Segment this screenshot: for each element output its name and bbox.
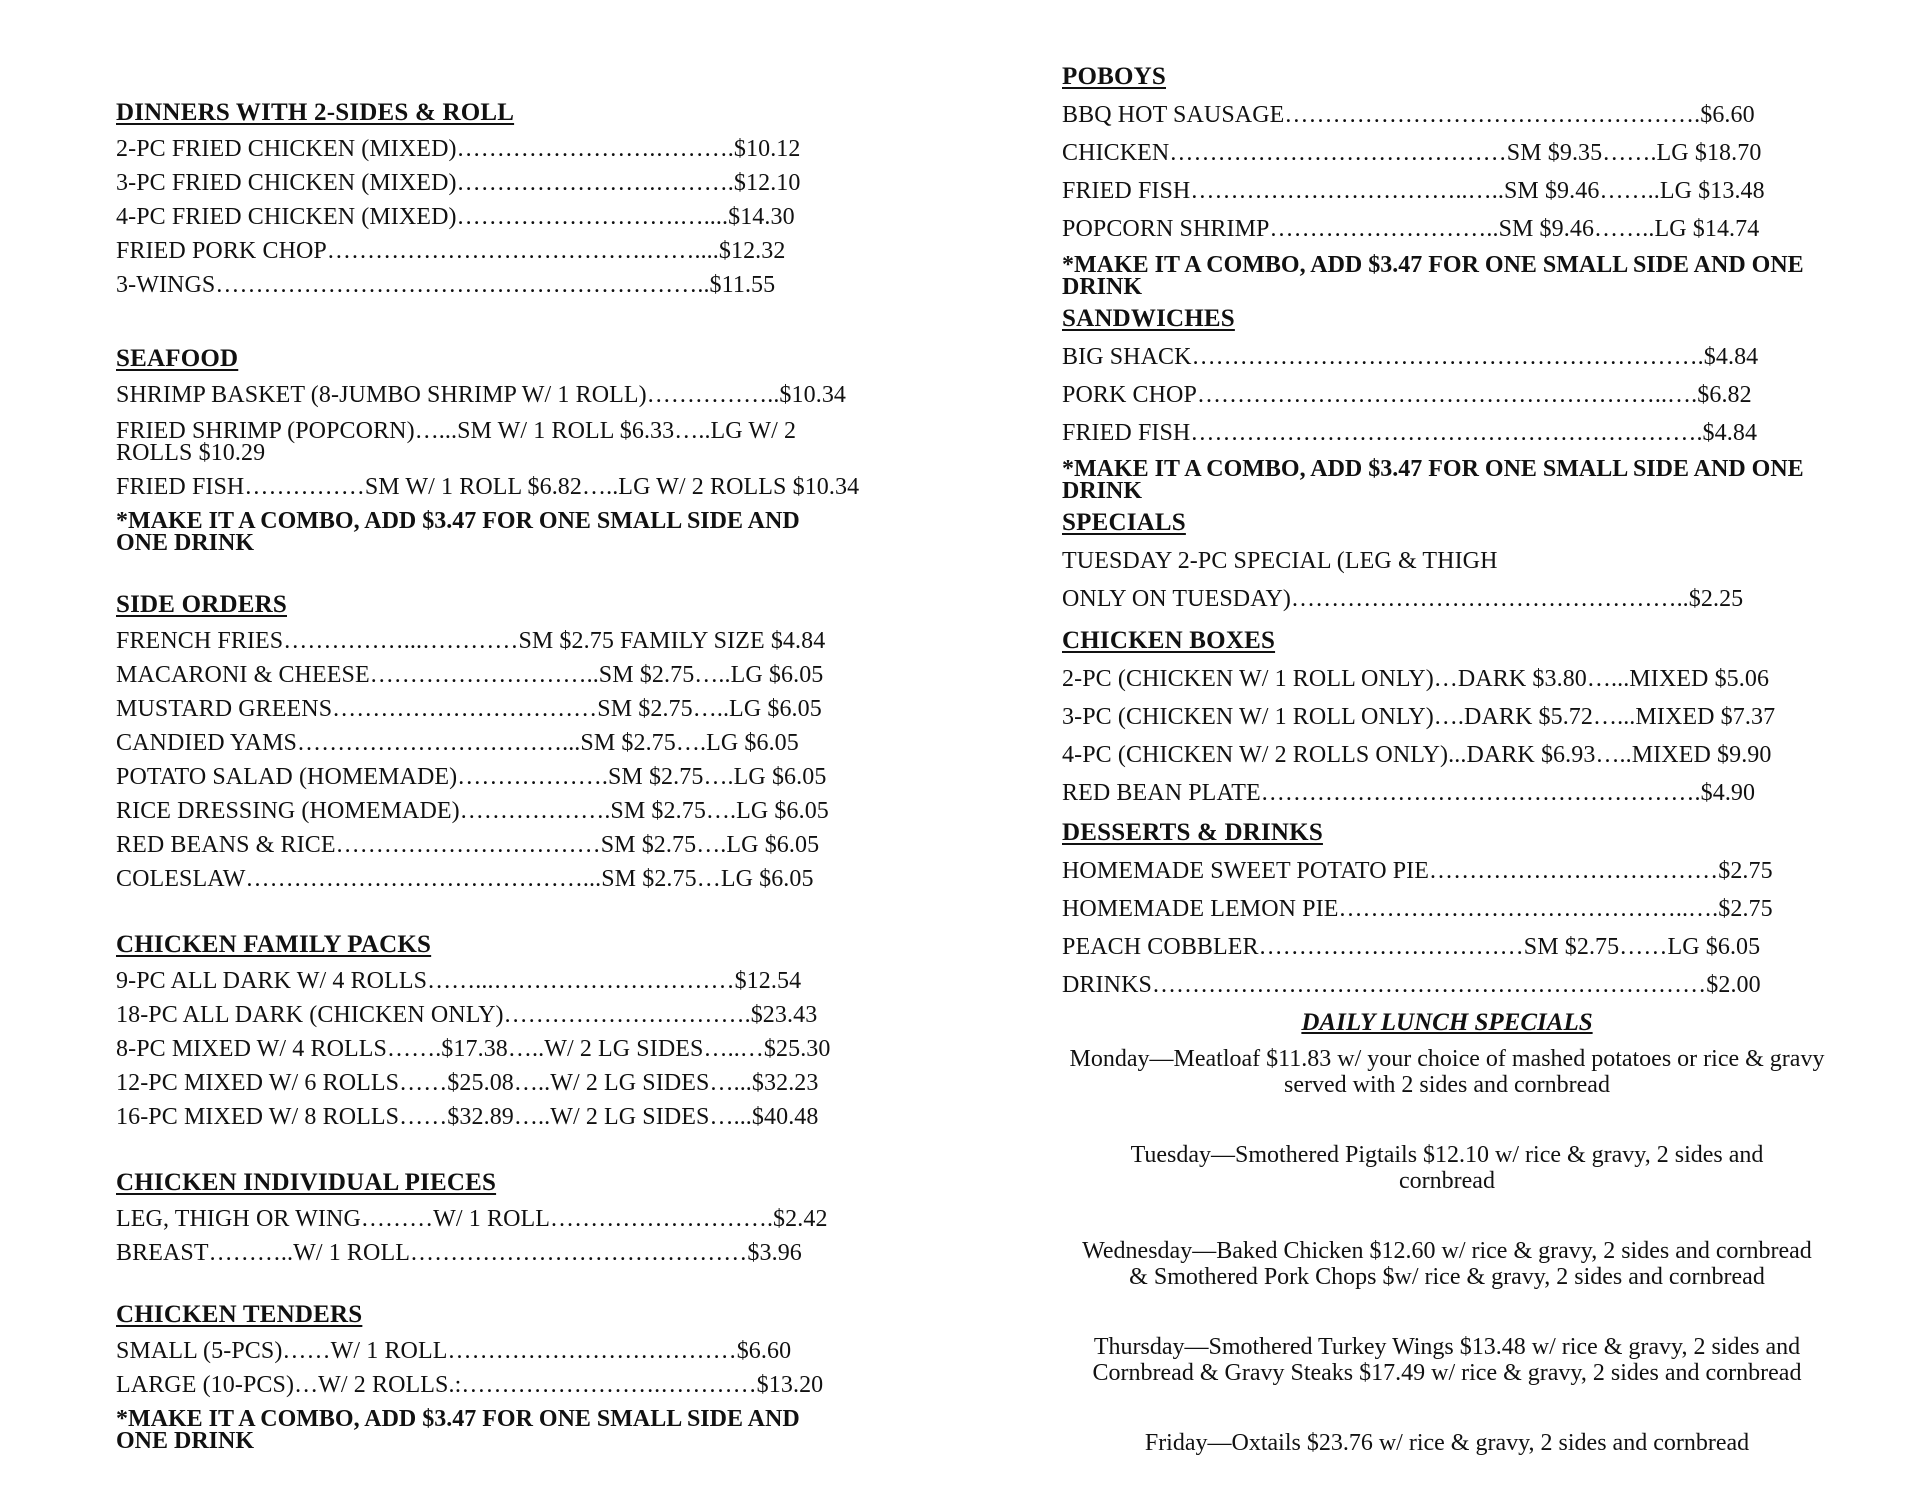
section-title: POBOYS	[1062, 63, 1166, 90]
menu-item: MACARONI & CHEESE………………………..SM $2.75…..LG $6.05	[116, 662, 824, 688]
menu-item: 12-PC MIXED W/ 6 ROLLS……$25.08…..W/ 2 LG SIDES…...$32.23	[116, 1070, 819, 1096]
section-title: SANDWICHES	[1062, 305, 1235, 332]
menu-item: DRINKS……………………………………………………………$2.00	[1062, 972, 1761, 998]
menu-item: ONLY ON TUESDAY)…………………………………………..$2.25	[1062, 586, 1744, 612]
daily-special-tuesday: Tuesday—Smothered Pigtails $12.10 w/ rice & gravy, 2 sides and cornbread	[1130, 1142, 1764, 1194]
daily-specials-title: DAILY LUNCH SPECIALS	[1301, 1009, 1593, 1036]
menu-item: COLESLAW……………………………………...SM $2.75…LG $6.05	[116, 866, 814, 892]
section-daily-lunch-specials	[1062, 1008, 1832, 1456]
menu-item: FRIED PORK CHOP………………………………….……....$12.32	[116, 238, 786, 264]
right-column	[1062, 0, 1832, 1500]
section-title: DINNERS WITH 2-SIDES & ROLL	[116, 99, 515, 126]
section-dinners	[116, 98, 866, 302]
left-column	[116, 0, 866, 1458]
menu-item: FRENCH FRIES……………...…………SM $2.75 FAMILY SIZE $4.84	[116, 628, 826, 654]
menu-item: RED BEAN PLATE……………………………………………….$4.90	[1062, 780, 1756, 806]
menu-item: 9-PC ALL DARK W/ 4 ROLLS……...…………………………$12.54	[116, 968, 802, 994]
menu-item: TUESDAY 2-PC SPECIAL (LEG & THIGH	[1062, 548, 1498, 574]
menu-item: RED BEANS & RICE……………………………SM $2.75….LG $6.05	[116, 832, 820, 858]
menu-item: SHRIMP BASKET (8-JUMBO SHRIMP W/ 1 ROLL)……………..$10.34	[116, 382, 847, 408]
menu-item: FRIED FISH……………………………..…..SM $9.46……..LG $13.48	[1062, 178, 1765, 204]
section-title: CHICKEN TENDERS	[116, 1301, 363, 1328]
section-poboys	[1062, 62, 1832, 304]
section-title: SEAFOOD	[116, 345, 239, 372]
combo-note: *MAKE IT A COMBO, ADD $3.47 FOR ONE SMALL SIDE AND ONE DRINK	[1062, 456, 1804, 504]
menu-item: LEG, THIGH OR WING………W/ 1 ROLL……………………….$2.42	[116, 1206, 828, 1232]
menu-item: BIG SHACK……………………………………………………….$4.84	[1062, 344, 1759, 370]
menu-item: 4-PC FRIED CHICKEN (MIXED)……………………….…....$14.30	[116, 204, 795, 230]
menu-item: BREAST………..W/ 1 ROLL……………………………………$3.96	[116, 1240, 802, 1266]
menu-item: HOMEMADE SWEET POTATO PIE………………………………$2.75	[1062, 858, 1773, 884]
menu-item: SMALL (5-PCS)……W/ 1 ROLL………………………………$6.60	[116, 1338, 792, 1364]
menu-item: MUSTARD GREENS……………………………SM $2.75…..LG $6.05	[116, 696, 822, 722]
section-seafood	[116, 344, 866, 560]
daily-special-monday: Monday—Meatloaf $11.83 w/ your choice of mashed potatoes or rice & gravy served with 2 sides and cornbread	[1069, 1046, 1825, 1098]
section-title: CHICKEN BOXES	[1062, 627, 1276, 654]
menu-item: 3-PC FRIED CHICKEN (MIXED)…………………….……….$12.10	[116, 170, 801, 196]
menu-item: LARGE (10-PCS)…W/ 2 ROLLS.:…………………….…………$13.20	[116, 1372, 824, 1398]
section-specials	[1062, 508, 1832, 618]
section-individual-pieces	[116, 1168, 866, 1270]
menu-item: 8-PC MIXED W/ 4 ROLLS…….$17.38…..W/ 2 LG SIDES…..…$25.30	[116, 1036, 831, 1062]
menu-item: HOMEMADE LEMON PIE……………………………………..….$2.75	[1062, 896, 1773, 922]
section-title: DESSERTS & DRINKS	[1062, 819, 1323, 846]
menu-item: POTATO SALAD (HOMEMADE)……………….SM $2.75….LG $6.05	[116, 764, 827, 790]
menu-item: 2-PC (CHICKEN W/ 1 ROLL ONLY)…DARK $3.80…...MIXED $5.06	[1062, 666, 1770, 692]
section-tenders	[116, 1300, 866, 1458]
section-side-orders	[116, 590, 866, 896]
menu-item: 3-PC (CHICKEN W/ 1 ROLL ONLY)….DARK $5.72…...MIXED $7.37	[1062, 704, 1776, 730]
menu-item: CHICKEN……………………………………SM $9.35…….LG $18.70	[1062, 140, 1762, 166]
menu-item: CANDIED YAMS……………………………...SM $2.75….LG $6.05	[116, 730, 799, 756]
menu-item: FRIED FISH……………SM W/ 1 ROLL $6.82…..LG W/ 2 ROLLS $10.34	[116, 474, 860, 500]
combo-note: *MAKE IT A COMBO, ADD $3.47 FOR ONE SMALL SIDE AND ONE DRINK	[1062, 252, 1804, 300]
daily-special-thursday: Thursday—Smothered Turkey Wings $13.48 w/ rice & gravy, 2 sides and Cornbread & Gravy Steaks $17.49 w/ rice & gravy, 2 sides and cornbread	[1092, 1334, 1802, 1386]
daily-special-wednesday: Wednesday—Baked Chicken $12.60 w/ rice & gravy, 2 sides and cornbread & Smothered Pork Chops $w/ rice & gravy, 2 sides and cornbread	[1082, 1238, 1812, 1290]
combo-note: *MAKE IT A COMBO, ADD $3.47 FOR ONE SMALL SIDE AND ONE DRINK	[116, 1406, 800, 1454]
section-family-packs	[116, 930, 866, 1134]
menu-item: PEACH COBBLER……………………………SM $2.75……LG $6.05	[1062, 934, 1761, 960]
menu-item: FRIED SHRIMP (POPCORN)…...SM W/ 1 ROLL $6.33…..LG W/ 2 ROLLS $10.29	[116, 418, 797, 466]
menu-item: FRIED FISH……………………………………………………….$4.84	[1062, 420, 1758, 446]
section-title: CHICKEN FAMILY PACKS	[116, 931, 432, 958]
menu-item: POPCORN SHRIMP………………………..SM $9.46……..LG $14.74	[1062, 216, 1760, 242]
menu-item: PORK CHOP…………………………………………………..….$6.82	[1062, 382, 1752, 408]
section-title: SPECIALS	[1062, 509, 1186, 536]
menu-item: RICE DRESSING (HOMEMADE)……………….SM $2.75….LG $6.05	[116, 798, 829, 824]
section-desserts-drinks	[1062, 818, 1832, 1004]
menu-item: 16-PC MIXED W/ 8 ROLLS……$32.89…..W/ 2 LG SIDES…...$40.48	[116, 1104, 819, 1130]
menu-item: 3-WINGS……………………………………………………..$11.55	[116, 272, 776, 298]
section-title: CHICKEN INDIVIDUAL PIECES	[116, 1169, 497, 1196]
menu-item: 2-PC FRIED CHICKEN (MIXED)…………………….……….$10.12	[116, 136, 801, 162]
section-title: SIDE ORDERS	[116, 591, 287, 618]
combo-note: *MAKE IT A COMBO, ADD $3.47 FOR ONE SMALL SIDE AND ONE DRINK	[116, 508, 800, 556]
section-chicken-boxes	[1062, 626, 1832, 812]
menu-item: BBQ HOT SAUSAGE…………………………………………….$6.60	[1062, 102, 1755, 128]
menu-item: 4-PC (CHICKEN W/ 2 ROLLS ONLY)...DARK $6.93…..MIXED $9.90	[1062, 742, 1772, 768]
menu-item: 18-PC ALL DARK (CHICKEN ONLY)………………………….$23.43	[116, 1002, 818, 1028]
section-sandwiches	[1062, 304, 1832, 508]
daily-special-friday: Friday—Oxtails $23.76 w/ rice & gravy, 2 sides and cornbread	[1144, 1430, 1750, 1456]
